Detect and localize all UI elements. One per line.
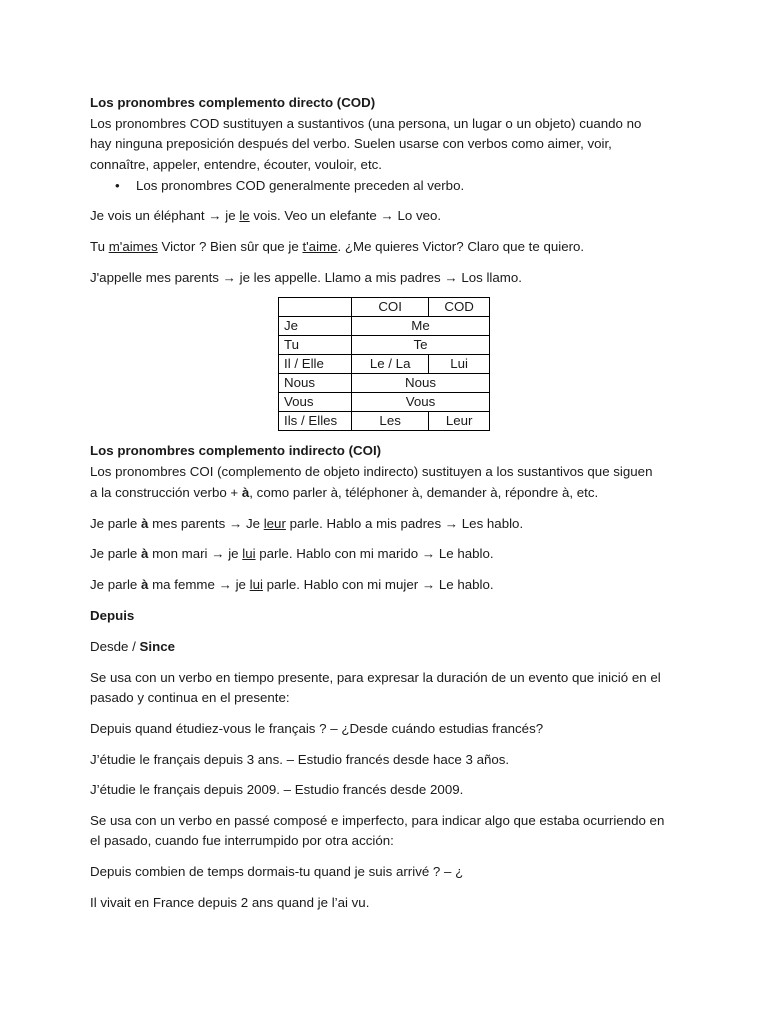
- cod-example-3: J'appelle mes parents → je les appelle. Llamo a mis padres → Los llamo.: [90, 270, 522, 285]
- table-cell: Les: [352, 412, 429, 431]
- depuis-use-2-line-1: Se usa con un verbo en passé composé e imperfecto, para indicar algo que estaba ocurriendo en: [90, 813, 665, 828]
- coi-intro-line-2: a la construcción verbo + à, como parler à, téléphoner à, demander à, répondre à, etc.: [90, 485, 599, 500]
- table-row: [279, 317, 490, 336]
- depuis-example-5: Il vivait en France depuis 2 ans quand je l’ai vu.: [90, 895, 370, 910]
- depuis-example-4: Depuis combien de temps dormais-tu quand je suis arrivé ? – ¿: [90, 864, 464, 879]
- table-row: [279, 412, 490, 431]
- pronoun-table: [278, 297, 490, 431]
- bullet-marker: •: [115, 178, 120, 193]
- table-cell: Vous: [279, 393, 352, 412]
- table-row: [279, 355, 490, 374]
- cod-intro-line-3: connaître, appeler, entendre, écouter, vouloir, etc.: [90, 157, 382, 172]
- table-cell: Tu: [279, 336, 352, 355]
- coi-example-3: Je parle à ma femme → je lui parle. Hablo con mi mujer → Le hablo.: [90, 577, 494, 592]
- cod-intro-line-1: Los pronombres COD sustituyen a sustantivos (una persona, un lugar o un objeto) cuando no: [90, 116, 642, 131]
- table-header-row: [279, 298, 490, 317]
- cod-example-2: Tu m'aimes Victor ? Bien sûr que je t'aime. ¿Me quieres Victor? Claro que te quiero.: [90, 239, 585, 254]
- table-row: [279, 336, 490, 355]
- table-cell: Il / Elle: [279, 355, 352, 374]
- table-cell: Nous: [352, 374, 490, 393]
- depuis-example-2: J’étudie le français depuis 3 ans. – Estudio francés desde hace 3 años.: [90, 752, 510, 767]
- depuis-example-1: Depuis quand étudiez-vous le français ? – ¿Desde cuándo estudias francés?: [90, 721, 544, 736]
- cod-example-1: Je vois un éléphant → je le vois. Veo un elefante → Lo veo.: [90, 208, 442, 223]
- depuis-example-3: J’étudie le français depuis 2009. – Estudio francés desde 2009.: [90, 782, 464, 797]
- coi-intro-line-1: Los pronombres COI (complemento de objeto indirecto) sustituyen a los sustantivos que siguen: [90, 464, 653, 479]
- table-cell: Nous: [279, 374, 352, 393]
- depuis-use-2-line-2: el pasado, cuando fue interrumpido por otra acción:: [90, 833, 394, 848]
- table-header-coi: COI: [352, 298, 429, 317]
- table-cell: Ils / Elles: [279, 412, 352, 431]
- depuis-use-1-line-2: pasado y continua en el presente:: [90, 690, 290, 705]
- coi-heading: Los pronombres complemento indirecto (COI): [90, 443, 382, 458]
- depuis-heading: Depuis: [90, 608, 135, 623]
- table-cell: Me: [352, 317, 490, 336]
- depuis-use-1-line-1: Se usa con un verbo en tiempo presente, para expresar la duración de un evento que inició en el: [90, 670, 661, 685]
- table-row: [279, 374, 490, 393]
- cod-heading: Los pronombres complemento directo (COD): [90, 95, 376, 110]
- table-cell: Lui: [429, 355, 490, 374]
- coi-example-2: Je parle à mon mari → je lui parle. Hablo con mi marido → Le hablo.: [90, 546, 494, 561]
- coi-example-1: Je parle à mes parents → Je leur parle. Hablo a mis padres → Les hablo.: [90, 516, 524, 531]
- table-cell: [279, 298, 352, 317]
- cod-bullet-item: Los pronombres COD generalmente preceden al verbo.: [136, 178, 465, 193]
- table-cell: Vous: [352, 393, 490, 412]
- table-cell: Te: [352, 336, 490, 355]
- cod-intro-line-2: hay ninguna preposición después del verbo. Suelen usarse con verbos como aimer, voir,: [90, 136, 612, 151]
- table-cell: Leur: [429, 412, 490, 431]
- table-cell: Je: [279, 317, 352, 336]
- table-cell: Le / La: [352, 355, 429, 374]
- table-row: [279, 393, 490, 412]
- table-header-cod: COD: [429, 298, 490, 317]
- depuis-translation: Desde / Since: [90, 639, 176, 654]
